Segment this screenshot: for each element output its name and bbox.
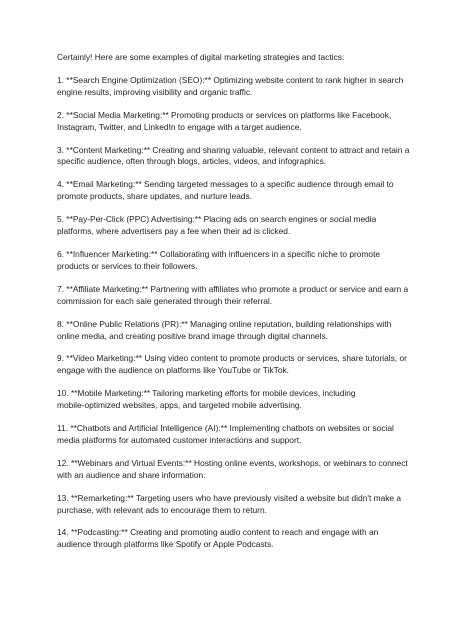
list-item-line: mobile-optimized websites, apps, and targeted mobile advertising. xyxy=(57,400,302,411)
list-item-line: 3. **Content Marketing:** Creating and sharing valuable, relevant content to attract and retain a xyxy=(57,144,410,155)
list-item-line: 1. **Search Engine Optimization (SEO):** Optimizing website content to rank higher in search xyxy=(57,74,404,85)
list-item-line: 8. **Online Public Relations (PR):** Managing online reputation, building relationships with xyxy=(57,318,392,329)
list-item xyxy=(57,493,422,517)
list-item-line: products or services to their followers. xyxy=(57,260,198,271)
list-item xyxy=(57,75,422,99)
list-item-line: 2. **Social Media Marketing:** Promoting products or services on platforms like Facebook, xyxy=(57,109,392,120)
list-item-line: 6. **Influencer Marketing:** Collaborating with influencers in a specific niche to promote xyxy=(57,248,381,259)
list-item-line: media platforms for automated customer interactions and support. xyxy=(57,434,302,445)
list-item-line: online media, and creating positive brand image through digital channels. xyxy=(57,330,328,341)
list-item-line: engine results, improving visibility and organic traffic. xyxy=(57,86,253,97)
list-item-line: 5. **Pay-Per-Click (PPC) Advertising:** Placing ads on search engines or social media xyxy=(57,214,377,225)
intro-paragraph: Certainly! Here are some examples of digital marketing strategies and tactics: xyxy=(57,52,345,62)
list-item xyxy=(57,527,422,551)
list-item xyxy=(57,284,422,308)
list-item-line: 7. **Affiliate Marketing:** Partnering with affiliates who promote a product or service and earn a xyxy=(57,283,409,294)
list-item xyxy=(57,423,422,447)
document-body xyxy=(57,52,422,562)
list-item-line: 13. **Remarketing:** Targeting users who have previously visited a website but didn't make a xyxy=(57,492,402,503)
list-item xyxy=(57,458,422,482)
list-item xyxy=(57,319,422,343)
list-item-line: audience through platforms like Spotify or Apple Podcasts. xyxy=(57,539,274,550)
list-item-line: Instagram, Twitter, and LinkedIn to engage with a target audience. xyxy=(57,121,302,132)
list-item-line: specific audience, often through blogs, articles, videos, and infographics. xyxy=(57,156,327,167)
list-item-line: 10. **Mobile Marketing:** Tailoring marketing efforts for mobile devices, including xyxy=(57,388,356,399)
list-item xyxy=(57,249,422,273)
list-item-line: purchase, with relevant ads to encourage them to return. xyxy=(57,504,267,515)
list-item xyxy=(57,214,422,238)
list-item-line: 11. **Chatbots and Artificial Intelligence (AI):** Implementing chatbots on websites or social xyxy=(57,423,394,434)
list-item xyxy=(57,353,422,377)
list-item xyxy=(57,145,422,169)
list-item-line: engage with the audience on platforms like YouTube or TikTok. xyxy=(57,365,290,376)
list-item-line: promote products, share updates, and nurture leads. xyxy=(57,191,253,202)
list-item-line: 12. **Webinars and Virtual Events:** Hosting online events, workshops, or webinars to connect xyxy=(57,457,408,468)
list-item xyxy=(57,110,422,134)
list-item-line: 4. **Email Marketing:** Sending targeted messages to a specific audience through email to xyxy=(57,179,394,190)
list-item-line: platforms, where advertisers pay a fee when their ad is clicked. xyxy=(57,226,291,237)
list-item-line: with an audience and share information. xyxy=(57,469,206,480)
list-item-line: 14. **Podcasting:** Creating and promoting audio content to reach and engage with an xyxy=(57,527,379,538)
list-item xyxy=(57,388,422,412)
list-item-line: commission for each sale generated through their referral. xyxy=(57,295,273,306)
list-item-line: 9. **Video Marketing:** Using video content to promote products or services, share tutorials, or xyxy=(57,353,407,364)
list-item xyxy=(57,179,422,203)
